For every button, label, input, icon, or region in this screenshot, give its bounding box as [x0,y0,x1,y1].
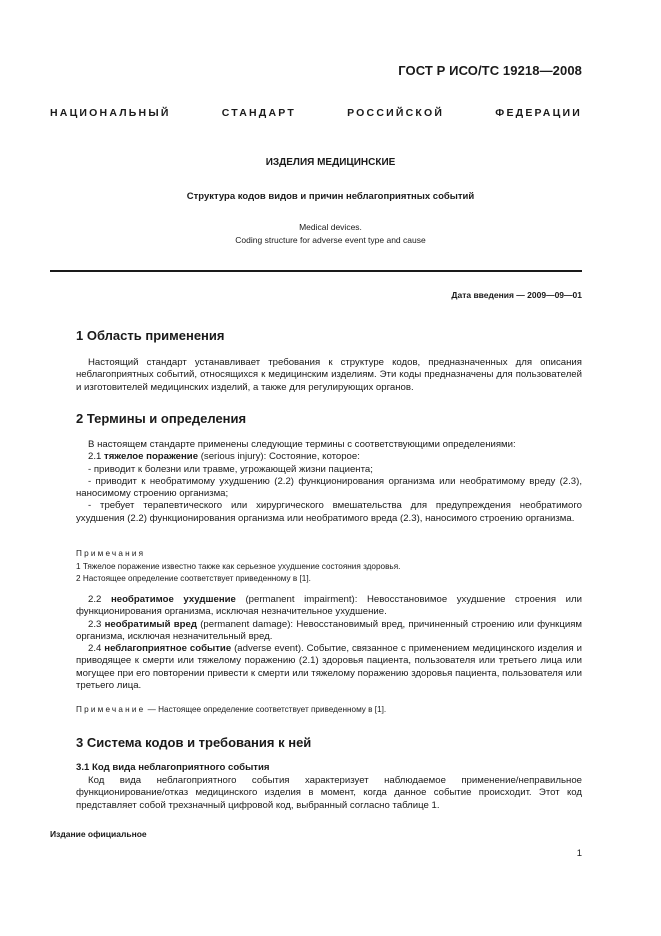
note-text: — Настоящее определение соответствует приведенному в [1]. [145,705,387,714]
note-block [76,704,582,717]
term-number: 2.1 [88,451,102,463]
english-title-line: Medical devices. [299,222,362,232]
term-definition: (adverse event). Событие, связанное с применением медицинского изделия и приводящее к смерти или тяжелому поражению (2.1) здоровья пациента, пользователя или третьего лица или могущее при его повторении привести к смерти или тяжелому поражению здоровья пациента, пользователя или третьего лица. [76,643,582,692]
page-number: 1 [576,848,582,859]
notes-label: Примечания [76,549,146,558]
term-2-3 [76,619,582,644]
english-title-line: Coding structure for adverse event type and cause [235,235,426,245]
section-2-terms [76,594,582,692]
term-name: тяжелое поражение [104,451,199,463]
term-2-1 [76,451,582,463]
term-name: неблагоприятное событие [104,643,232,655]
note: 1 Тяжелое поражение известно также как серьезное ухудшение состояния здоровья. [76,561,401,571]
national-word: СТАНДАРТ [221,107,296,119]
section-3-body [76,775,582,812]
paragraph: В настоящем стандарте применены следующие термины с соответствующими определениями: [88,439,516,450]
note [76,704,582,717]
term-definition: (permanent impairment): Невосстановимое ухудшение строения или функционирования организма, исключая незначительное ухудшение. [76,594,582,618]
section-3-heading: 3 Система кодов и требования к ней [76,735,312,750]
section-2-body [76,439,582,525]
national-word: ФЕДЕРАЦИИ [495,107,582,119]
list-item: - требует терапевтического или хирургического вмешательства для предупреждения необратимого ухудшения (2.2) функционирования организма или необратимого вреда (2.3), наносимого строению организма. [76,500,582,524]
term-number: 2.4 [88,643,102,655]
national-word: РОССИЙСКОЙ [347,107,445,119]
english-title [0,221,661,247]
note: 2 Настоящее определение соответствует приведенному в [1]. [76,574,311,584]
list-item: - приводит к необратимому ухудшению (2.2) функционирования организма или необратимому вреду (2.3), наносимому строению организма; [76,475,582,500]
header-divider [50,270,582,272]
paragraph: Настоящий стандарт устанавливает требования к структуре кодов, предназначенных для описания неблагоприятных событий, относящихся к медицинским изделиям. Эти коды предназначены для пользователей и изготовителей медицинских изделий, а также для регулирующих органов. [76,357,582,393]
paragraph: Код вида неблагоприятного события характеризует наблюдаемое применение/неправильное функционирование/отказ медицинского изделия в момент, когда данное событие происходит. Этот код представляет собой трехзначный цифровой код, выбранный согласно таблице 1. [76,775,582,811]
document-title: ИЗДЕЛИЯ МЕДИЦИНСКИЕ [265,157,396,168]
official-edition-label: Издание официальное [50,829,147,839]
section-2-heading: 2 Термины и определения [76,411,247,426]
term-name: необратимый вред [104,618,197,630]
term-number: 2.2 [88,594,102,605]
subsection-3-1-heading: 3.1 Код вида неблагоприятного события [76,762,270,773]
note-label: Примечание [76,705,146,714]
section-1-body [76,357,582,394]
term-2-2 [76,594,582,619]
document-number: ГОСТ Р ИСО/ТС 19218—2008 [398,63,582,78]
national-word: НАЦИОНАЛЬНЫЙ [50,107,171,119]
term-2-4 [76,643,582,692]
term-name: необратимое ухудшение [110,594,236,605]
document-subtitle: Структура кодов видов и причин неблагоприятных событий [186,191,475,202]
notes-block [76,548,582,586]
term-number: 2.3 [88,618,102,630]
national-standard-header [50,107,582,119]
term-definition: (permanent damage): Невосстановимый вред, причиненный строению или функциям организма, исключая незначительный вред. [76,618,582,642]
section-1-heading: 1 Область применения [76,328,225,343]
list-item: - приводит к болезни или травме, угрожающей жизни пациента; [88,463,373,475]
term-definition: (serious injury): Состояние, которое: [198,451,360,463]
introduction-date: Дата введения — 2009—09—01 [451,290,582,300]
